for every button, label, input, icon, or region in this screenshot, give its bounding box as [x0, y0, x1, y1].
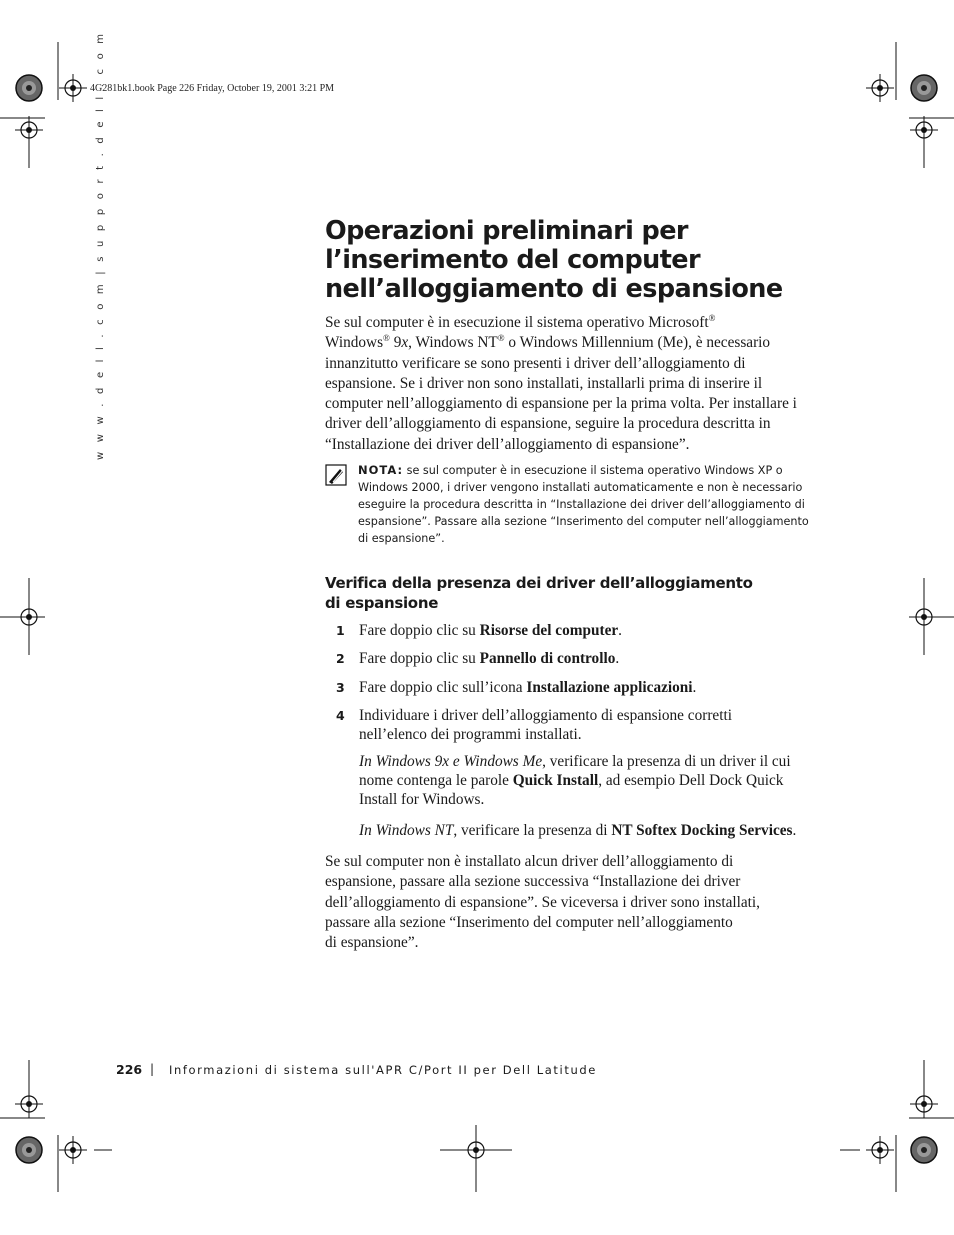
step-number: 1 [336, 623, 345, 638]
footer-title: Informazioni di sistema sull'APR C/Port II per Dell Latitude [169, 1063, 597, 1077]
step-number: 3 [336, 680, 345, 695]
step-4-windows-nt: In Windows NT, verificare la presenza di NT Softex Docking Services. [359, 822, 797, 839]
closing-paragraph: Se sul computer non è installato alcun driver dell’alloggiamento di espansione, passare alla sezione successiva “Installazione dei driver dell’alloggiamento di espansione”. Se viceversa i driver sono installati, passare alla sezione “Inserimento del computer nell’alloggiamento di espansione”. [325, 853, 760, 952]
step-4: Individuare i driver dell’alloggiamento di espansione corretti nell’elenco dei programmi installati. [359, 707, 732, 743]
step-4-windows-9x-me: In Windows 9x e Windows Me, verificare la presenza di un driver il cui nome contenga le parole Quick Install, ad esempio Dell Dock Quick Install for Windows. [359, 753, 791, 808]
registration-mark-icon: ® [497, 333, 505, 344]
step-number: 2 [336, 651, 345, 666]
title-line-3: nell’alloggiamento di espansione [325, 274, 783, 304]
footer-separator: | [150, 1062, 155, 1076]
registration-mark-icon: ® [383, 333, 390, 344]
title-line-1: Operazioni preliminari per [325, 216, 688, 246]
note-box [325, 462, 820, 547]
page-title [325, 217, 845, 304]
step-3: Fare doppio clic sull’icona Installazione applicazioni. [359, 679, 697, 696]
step-1: Fare doppio clic su Risorse del computer. [359, 622, 622, 639]
intro-paragraph: Se sul computer è in esecuzione il sistema operativo Microsoft® Windows® 9x, Windows NT® o Windows Millennium (Me), è necessario innanzitutto verificare se sono presenti i driver dell’alloggiamento di espansione. Se i driver non sono installati, installarli prima di inserire il computer nell’alloggiamento di espansione per la prima volta. Per installare i driver dell’alloggiamento di espansione, seguire la procedura descritta in “Installazione dei driver dell’alloggiamento di espansione”. [325, 312, 797, 453]
page-number: 226 [116, 1062, 143, 1077]
step-number: 4 [336, 708, 345, 723]
book-file-info: 4G281bk1.book Page 226 Friday, October 19, 2001 3:21 PM [90, 83, 335, 94]
note-pencil-icon [325, 464, 347, 486]
registration-mark-icon: ® [708, 312, 716, 323]
section-heading: Verifica della presenza dei driver dell’alloggiamento di espansione [325, 574, 753, 612]
title-line-2: l’inserimento del computer [325, 245, 700, 275]
note-text: se sul computer è in esecuzione il sistema operativo Windows XP o Windows 2000, i driver vengono installati automaticamente e non è necessario eseguire la procedura descritta in “Installazione dei driver dell’alloggiamento di espansione”. Passare alla sezione “Inserimento del computer nell’alloggiamento di espansione”. [358, 464, 809, 545]
note-label: NOTA: [358, 463, 404, 477]
step-2: Fare doppio clic su Pannello di controllo. [359, 650, 620, 667]
side-url: w w w . d e l l . c o m | s u p p o r t . d e l l . c o m [95, 30, 106, 460]
